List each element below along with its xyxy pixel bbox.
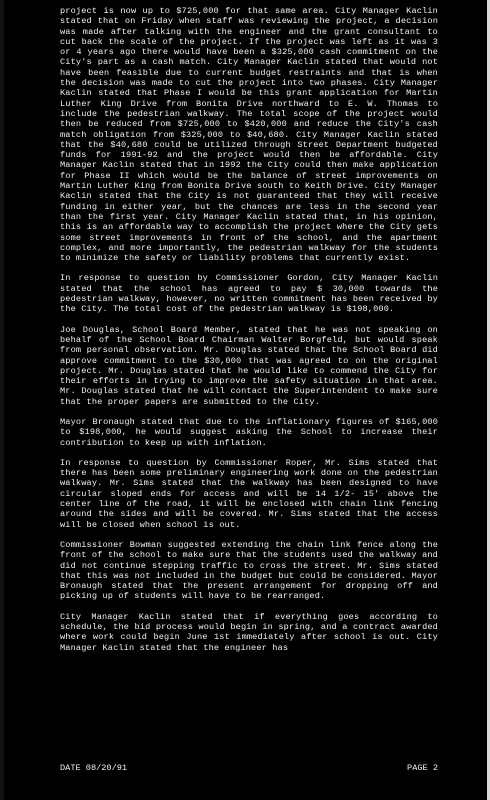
paragraph-school-contribution: In response to question by Commissioner Gordon, City Manager Kaclin stated that the school has agreed to pay $ 30,000 towards the pedestrian walkway, however, no written commitment has been received by the City. The total cost of the pedestrian walkway is $198,000. [60, 273, 438, 315]
page-footer [60, 763, 438, 773]
paragraph-douglas-statement: Joe Douglas, School Board Member, stated that he was not speaking on behalf of the School Board Chairman Walter Borgfeld, but would speak from personal observation. Mr. Douglas stated that the School Board did approve commitment to the $30,000 that was agreed to on the original project. Mr. Douglas stated that he would like to commend the City for their efforts in trying to improve the safety situation in that area. Mr. Douglas stated that he will contact the Superintendent to make sure that the proper papers are submitted to the City. [60, 324, 438, 407]
paragraph-inflation: Mayor Bronaugh stated that due to the inflationary figures of $165,000 to $198,000, he would suggest asking the School to increase their contribution to keep up with inflation. [60, 416, 438, 448]
paragraph-schedule: City Manager Kaclin stated that if everything goes according to schedule, the bid process would begin in spring, and a contract awarded where work could begin June 1st immediately after school is out. City Manager Kaclin stated that the engineer has [60, 611, 438, 653]
paragraph-fence-suggestion: Commissioner Bowman suggested extending the chain link fence along the front of the school to make sure that the students used the walkway and did not continue stepping traffic to cross the street. Mr. Sims stated that this was not included in the budget but could be considered. Mayor Bronaugh stated that the present arrangement for dropping off and picking up of students will have to be rearranged. [60, 539, 438, 602]
footer-date: DATE 08/20/91 [60, 763, 128, 773]
scan-edge-left [0, 0, 4, 800]
minutes-body [60, 6, 438, 663]
footer-page-number: PAGE 2 [407, 763, 438, 773]
paragraph-phase-plan: project is now up to $725,000 for that same area. City Manager Kaclin stated that on Friday when staff was reviewing the project, a decision was made after talking with the engineer and the grant consultant to cut back the scale of the project. If the project was left as it was 3 or 4 years ago there would have been a $325,000 cash commitment on the City's part as a cash match. City Manager Kaclin stated that would not have been feasible due to current budget restraints and that is when the decision was made to cut the project into two phases. City Manager Kaclin stated that Phase I would be this grant application for Martin Luther King Drive from Bonita Drive northward to E. W. Thomas to include the pedestrian walkway. The total scope of the project would then be reduced from $725,000 to $420,000 and reduce the City's cash match obligation from $325,000 to $40,680. City Manager Kaclin stated that the $40,680 could be utilized through Street Department budgeted funds for 1991-92 and the project would then be affordable. City Manager Kaclin stated that in 1992 the City could then make application for Phase II which would be the balance of street improvements on Martin Luther King from Bonita Drive south to Keith Drive. City Manager Kaclin stated that the City is not guaranteed that they will receive funding in either year, but the chances are less in the second year than the first year. City Manager Kaclin stated that, in his opinion, this is an affordable way to accomplish the project where the City gets some street improvements in front of the school, and the apartment complex, and more importantly, the pedestrian walkway for the students to minimize the safety or liability problems that currently exist. [60, 6, 438, 264]
paragraph-walkway-design: In response to question by Commissioner Roper, Mr. Sims stated that there has been some preliminary engineering work done on the pedestrian walkway. Mr. Sims stated that the walkway has been designed to have circular sloped ends for access and will be 14 1/2- 15' above the center line of the road, it will be enclosed with chain link fencing around the sides and will be covered. Mr. Sims stated that the access will be closed when school is out. [60, 457, 438, 530]
